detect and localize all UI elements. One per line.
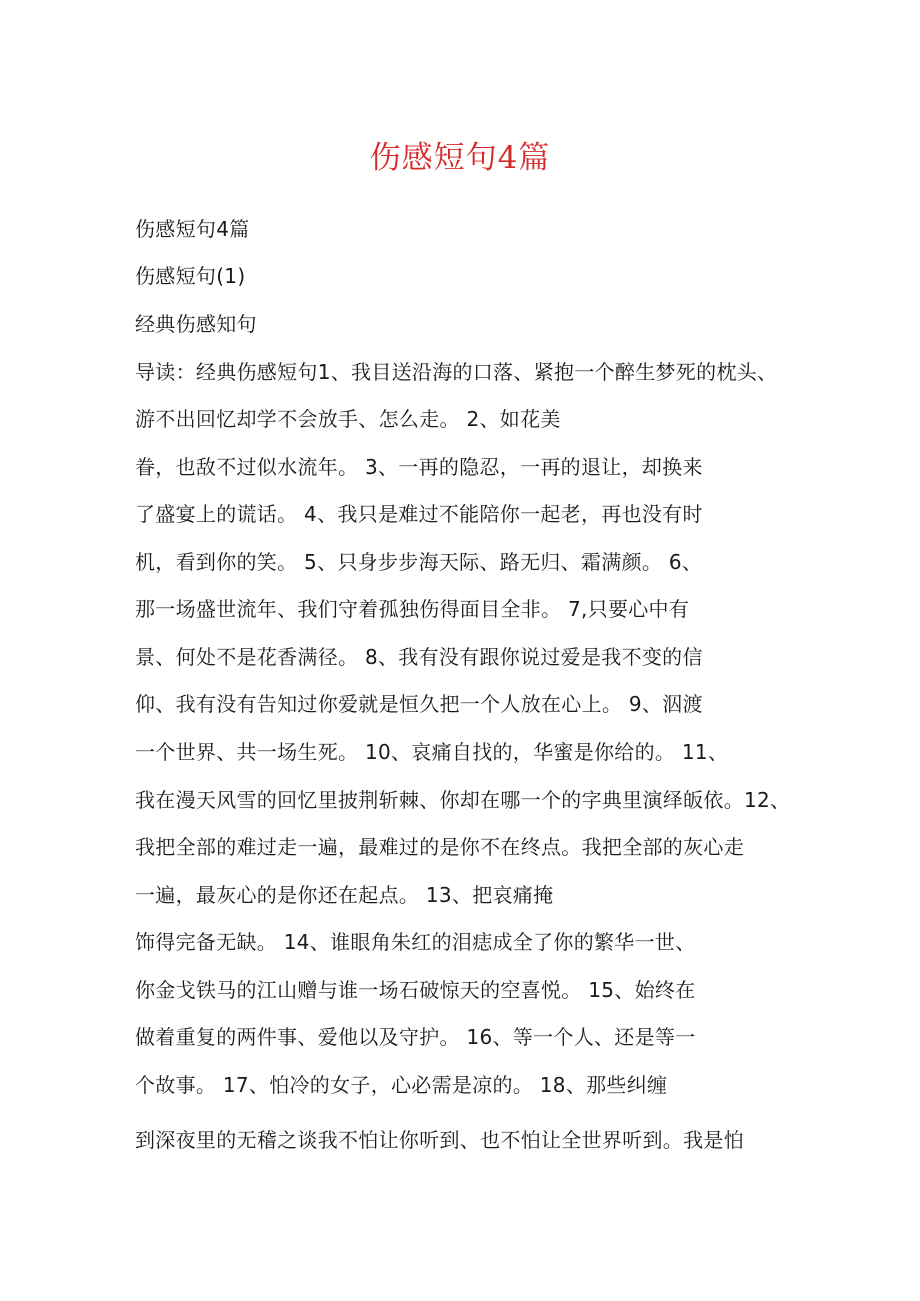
body-line: 一个世界、共一场生死。 10、哀痛自找的，华蜜是你给的。 11、: [135, 740, 729, 764]
body-line: 我在漫天风雪的回忆里披荆斩棘、你却在哪一个的字典里演绎皈依。12、: [135, 788, 791, 812]
section-heading: 伤感短句(1): [135, 264, 246, 288]
body-line: 了盛宴上的谎话。 4、我只是难过不能陪你一起老，再也没有时: [135, 502, 703, 526]
body-line: 眷，也敌不过似水流年。 3、一再的隐忍，一再的退让，却换来: [135, 455, 703, 479]
body-line: 景、何处不是花香满径。 8、我有没有跟你说过爱是我不变的信: [135, 645, 703, 669]
subtitle-line: 伤感短句4篇: [135, 217, 250, 241]
body-line: 游不出回忆却学不会放手、怎么走。 2、如花美: [135, 407, 561, 431]
body-line: 导读：经典伤感短句1、我目送沿海的口落、紧抱一个醉生梦死的枕头、: [135, 360, 778, 384]
body-line: 我把全部的难过走一遍，最难过的是你不在终点。我把全部的灰心走: [135, 835, 744, 859]
section-subheading: 经典伤感知句: [135, 312, 257, 336]
body-line: 你金戈铁马的江山赠与谁一场石破惊天的空喜悦。 15、始终在: [135, 978, 696, 1002]
body-line: 那一场盛世流年、我们守着孤独伤得面目全非。 7,只要心中有: [135, 597, 690, 621]
body-line: 个故事。 17、怕冷的女子，心必需是凉的。 18、那些纠缠: [135, 1073, 668, 1097]
body-line: 仰、我有没有告知过你爱就是恒久把一个人放在心上。 9、泅渡: [135, 692, 703, 716]
body-line: 饰得完备无缺。 14、谁眼角朱红的泪痣成全了你的繁华一世、: [135, 930, 696, 954]
body-line: 到深夜里的无稽之谈我不怕让你听到、也不怕让全世界听到。我是怕: [135, 1128, 744, 1152]
document-title: 伤感短句4篇: [369, 140, 551, 176]
body-line: 一遍，最灰心的是你还在起点。 13、把哀痛掩: [135, 883, 554, 907]
body-line: 做着重复的两件事、爱他以及守护。 16、等一个人、还是等一: [135, 1025, 696, 1049]
body-line: 机，看到你的笑。 5、只身步步海天际、路无归、霜满颜。 6、: [135, 550, 703, 574]
